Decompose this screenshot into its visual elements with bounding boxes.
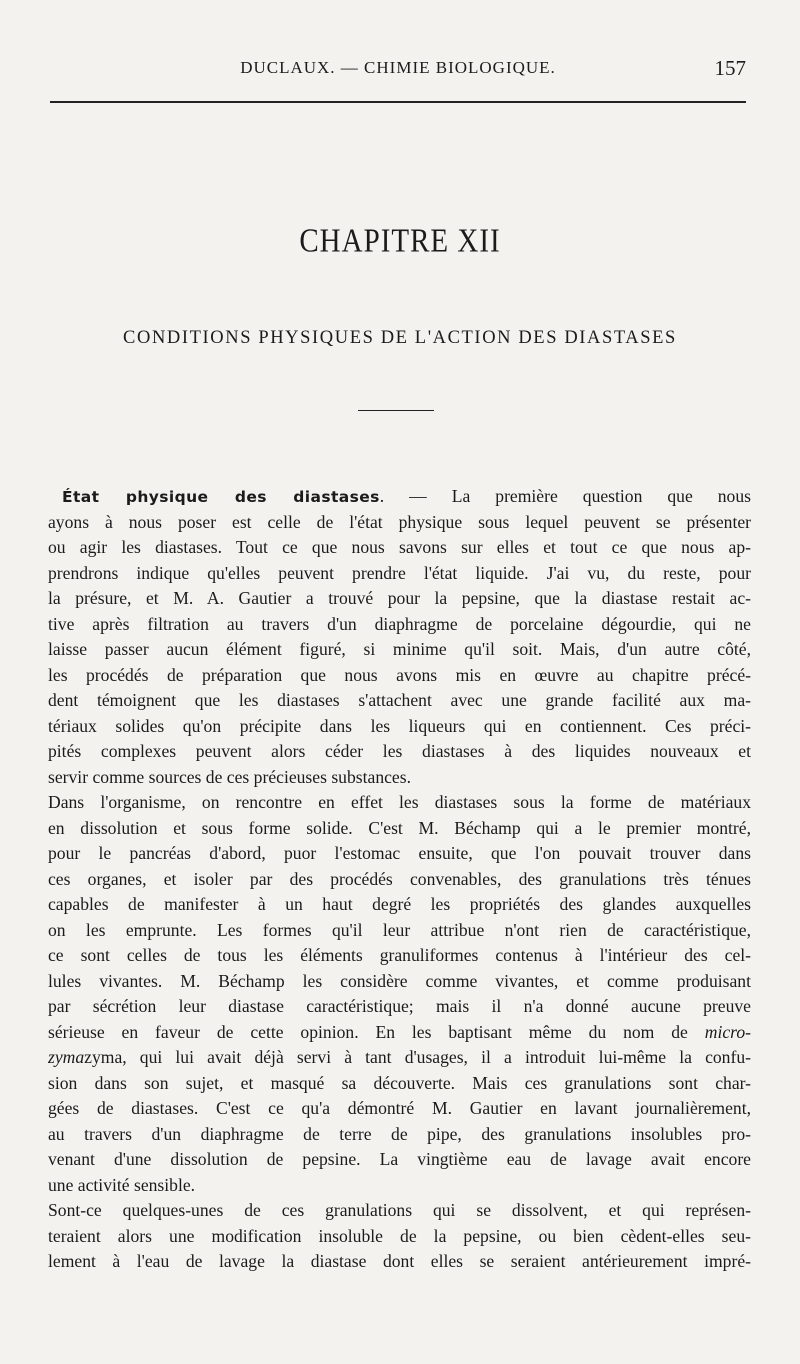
paragraph-line: État physique des diastases. — La première question que nous [62,486,751,506]
body-text [48,484,751,1275]
paragraph-line: laisse passer aucun élément figuré, si minime qu'il soit. Mais, d'un autre côté, [48,639,751,659]
italic-term: micro- [704,1021,751,1042]
paragraph-line: Sont-ce quelques-unes de ces granulations qui se dissolvent, et qui représen- [48,1200,751,1220]
paragraph-line: sion dans son sujet, et masqué sa découverte. Mais ces granulations sont char- [48,1072,751,1093]
chapter-rule [358,410,434,411]
page-number: 157 [714,56,746,80]
paragraph-line: au travers d'un diaphragme de terre de pipe, des granulations insolubles pro- [48,1123,751,1144]
paragraph-line: tériaux solides qu'on précipite dans les liqueurs qui en contiennent. Ces préci- [48,715,751,736]
paragraph-line: zymazyma, qui lui avait déjà servi à tant d'usages, il a introduit lui-même la confu- [48,1047,751,1067]
paragraph-line: la présure, et M. A. Gautier a trouvé pour la pepsine, que la diastase restait ac- [48,588,751,608]
paragraph-line: Dans l'organisme, on rencontre en effet les diastases sous la forme de matériaux [48,792,751,812]
paragraph-line: ou agir les diastases. Tout ce que nous savons sur elles et tout ce que nous ap- [48,537,751,557]
paragraph-line: sérieuse en faveur de cette opinion. En les baptisant même du nom de micro- [48,1021,751,1042]
paragraph-line: on les emprunte. Les formes qu'il leur attribue n'ont rien de caractéristique, [48,919,751,940]
paragraph-line: ces organes, et isoler par des procédés convenables, des granulations très ténues [48,868,751,889]
paragraph-line: une activité sensible. [48,1174,196,1195]
paragraph-line: ayons à nous poser est celle de l'état physique sous lequel peuvent se présenter [48,511,751,532]
paragraph-line: pour le pancréas d'abord, puor l'estomac ensuite, que l'on pouvait trouver dans [48,843,751,863]
paragraph-line: venant d'une dissolution de pepsine. La vingtième eau de lavage avait encore [48,1149,751,1169]
paragraph-line: servir comme sources de ces précieuses substances. [48,766,411,787]
paragraph-line: gées de diastases. C'est ce qu'a démontré M. Gautier en lavant journalièrement, [48,1098,751,1118]
running-head [48,58,748,86]
paragraph-line: teraient alors une modification insoluble de la pepsine, ou bien cèdent-elles seu- [48,1225,751,1246]
paragraph-line: tive après filtration au travers d'un diaphragme de porcelaine dégourdie, qui ne [48,613,751,634]
paragraph-line: prendrons indique qu'elles peuvent prendre l'état liquide. J'ai vu, du reste, pour [48,562,751,583]
section-heading: État physique des diastases [62,488,380,506]
paragraph-line: les procédés de préparation que nous avons mis en œuvre au chapitre précé- [48,664,751,685]
paragraph-line: pités complexes peuvent alors céder les diastases à des liquides nouveaux et [48,741,751,761]
paragraph-line: en dissolution et sous forme solide. C'est M. Béchamp qui a le premier montré, [48,817,751,838]
running-title: DUCLAUX. — CHIMIE BIOLOGIQUE. [240,58,556,77]
paragraph-line: ce sont celles de tous les éléments granuliformes contenus à l'intérieur des cel- [48,945,751,965]
chapter-title: CHAPITRE XII [299,222,501,260]
paragraph-line: capables de manifester à un haut degré les propriétés des glandes auxquelles [48,894,751,914]
header-rule [50,101,746,103]
paragraph-line: dent témoignent que les diastases s'attachent avec une grande facilité aux ma- [48,690,751,710]
paragraph-line: lement à l'eau de lavage la diastase dont elles se seraient antérieurement impré- [48,1251,751,1271]
italic-term: zyma [48,1047,85,1067]
paragraph-line: lules vivantes. M. Béchamp les considère comme vivantes, et comme produisant [48,970,751,991]
paragraph-line: par sécrétion leur diastase caractéristique; mais il n'a donné aucune preuve [48,996,751,1016]
chapter-subtitle: CONDITIONS PHYSIQUES DE L'ACTION DES DIASTASES [123,328,677,348]
